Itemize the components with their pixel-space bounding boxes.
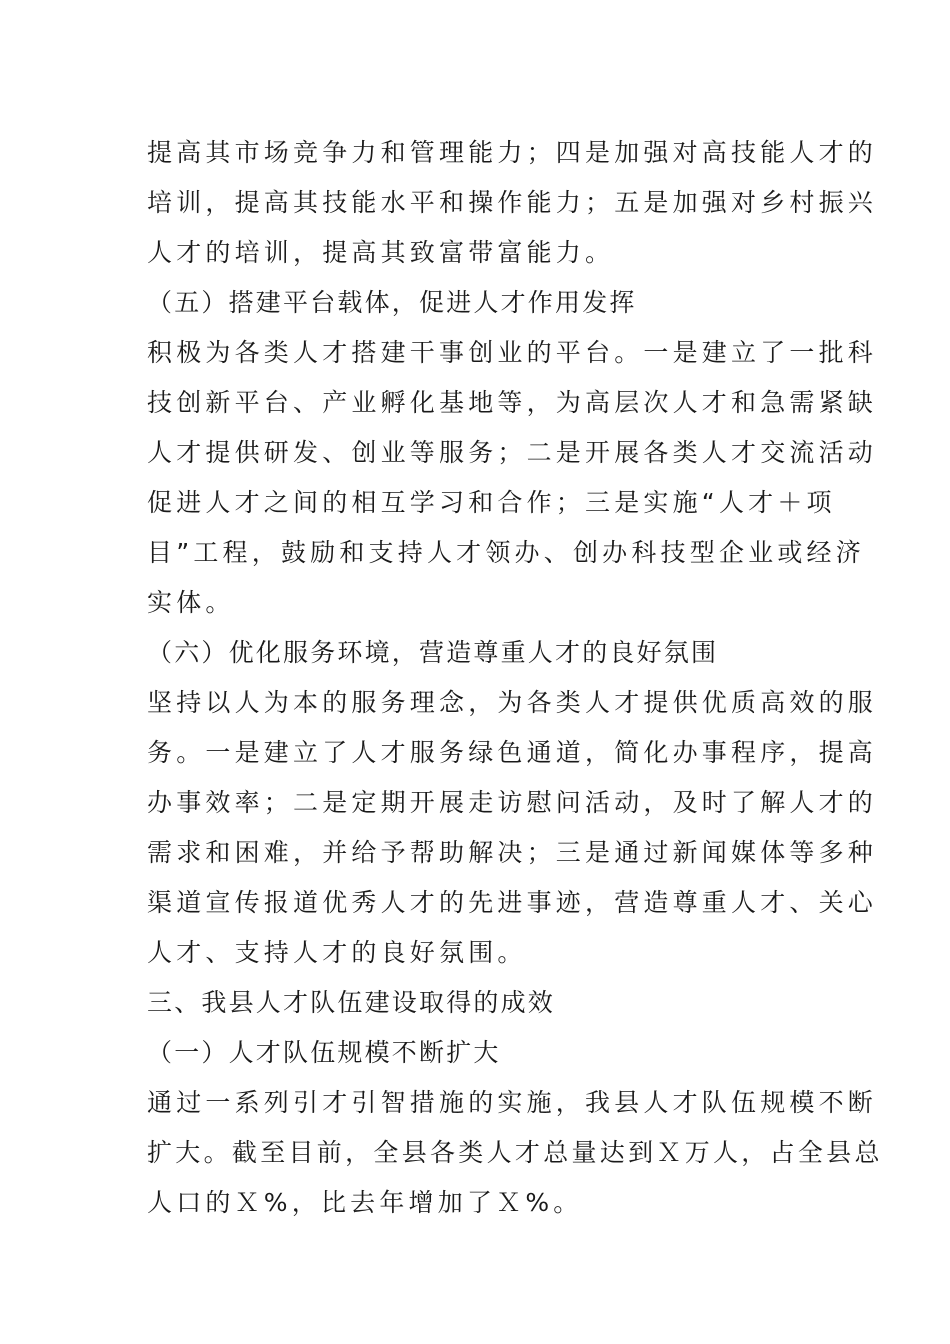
paragraph-line: 积极为各类人才搭建干事创业的平台。一是建立了一批科 (147, 338, 878, 367)
paragraph-line: 提高其市场竞争力和管理能力；四是加强对高技能人才的 (147, 138, 878, 167)
section-heading: （一）人才队伍规模不断扩大 (147, 1038, 501, 1067)
paragraph-line: 目”工程，鼓励和支持人才领办、创办科技型企业或经济 (147, 538, 865, 567)
paragraph-line: 需求和困难，并给予帮助解决；三是通过新闻媒体等多种 (147, 838, 878, 867)
paragraph-line: 渠道宣传报道优秀人才的先进事迹，营造尊重人才、关心 (147, 888, 878, 917)
paragraph-line: 务。一是建立了人才服务绿色通道，简化办事程序，提高 (147, 738, 878, 767)
paragraph-line: 坚持以人为本的服务理念，为各类人才提供优质高效的服 (147, 688, 878, 717)
paragraph-line: 办事效率；二是定期开展走访慰问活动，及时了解人才的 (147, 788, 878, 817)
paragraph-line: 人口的Ｘ%，比去年增加了Ｘ%。 (147, 1188, 583, 1217)
paragraph-line: 促进人才之间的相互学习和合作；三是实施“人才＋项 (147, 488, 836, 517)
paragraph-line: 人才、支持人才的良好氛围。 (147, 938, 527, 967)
paragraph-line: 实体。 (147, 588, 235, 617)
document-body (147, 128, 883, 1228)
paragraph-line: 扩大。截至目前，全县各类人才总量达到Ｘ万人，占全县总 (147, 1138, 883, 1167)
paragraph-line: 人才的培训，提高其致富带富能力。 (147, 238, 615, 267)
paragraph-line: 通过一系列引才引智措施的实施，我县人才队伍规模不断 (147, 1088, 878, 1117)
paragraph-line: 培训，提高其技能水平和操作能力；五是加强对乡村振兴 (147, 188, 878, 217)
chapter-heading: 三、我县人才队伍建设取得的成效 (147, 988, 556, 1017)
paragraph-line: 技创新平台、产业孵化基地等，为高层次人才和急需紧缺 (147, 388, 878, 417)
paragraph-line: 人才提供研发、创业等服务；二是开展各类人才交流活动 (147, 438, 878, 467)
section-heading: （六）优化服务环境，营造尊重人才的良好氛围 (147, 638, 719, 667)
section-heading: （五）搭建平台载体，促进人才作用发挥 (147, 288, 637, 317)
